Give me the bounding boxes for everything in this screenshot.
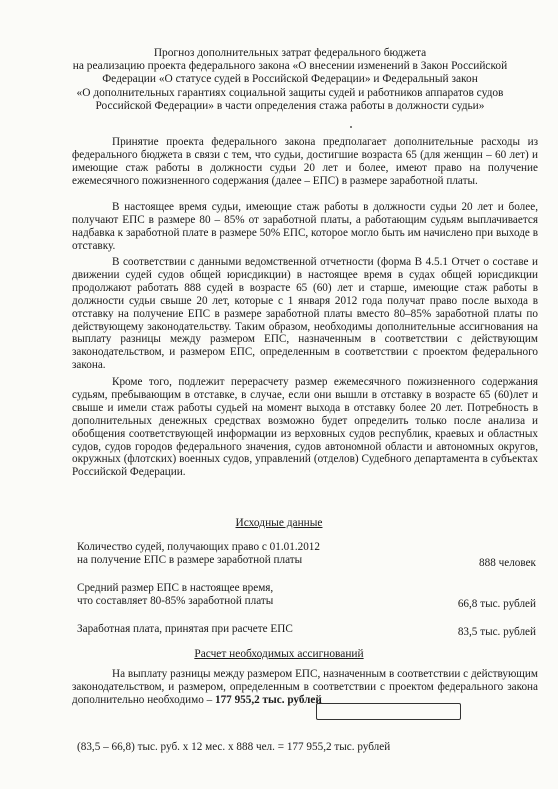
title-line-2: на реализацию проекта федерального закона «О внесении изменений в Закон Российской — [72, 60, 508, 73]
paragraph-3-text: В соответствии с данными ведомственной отчетности (форма В 4.5.1 Отчет о составе и движении судей судов общей юрисдикции) в настоящее время в судах общей юрисдикции продолжают работать 888 судей в возрасте 65 (60) лет и старше, имеющие стаж работы в должности судьи свыше 20 лет, которые с 1 января 2012 года получат право после выхода в отставку на получение ЕПС в размере заработной платы вместо 80–85% заработной платы по действующему законодательству. Таким образом, необходимы дополнительные ассигнования на выплату разницы между размером ЕПС, назначенным в соответствии с действующим законодательством, и размером ЕПС, определенным в соответствии с проектом федерального закона. — [72, 256, 538, 372]
title-line-1: Прогноз дополнительных затрат федерального бюджета — [153, 47, 427, 59]
calculation-text: На выплату разницы между размером ЕПС, назначенным в соответствии с действующим законодательством, и размером, определенным в соответствии с проектом федерального закона дополнительно необходимо — [72, 668, 538, 706]
calculation-formula: (83,5 – 66,8) тыс. руб. х 12 мес. х 888 чел. = 177 955,2 тыс. рублей — [77, 741, 391, 753]
paragraph-1 — [72, 136, 538, 188]
source-row-1-label-b: на получение ЕПС в размере заработной платы — [77, 554, 303, 566]
source-row-2-label-a: Средний размер ЕПС в настоящее время, — [77, 582, 274, 594]
paragraph-3 — [72, 256, 538, 372]
source-row-1-label — [77, 541, 377, 567]
amount-highlight-box — [316, 703, 461, 720]
document-title — [60, 47, 520, 113]
scan-dot — [350, 126, 352, 128]
calculation-amount: 177 955,2 тыс. рублей — [214, 693, 322, 706]
source-row-3-value: 83,5 тыс. рублей — [457, 626, 536, 638]
source-row-2-value: 66,8 тыс. рублей — [457, 598, 536, 610]
calculation-paragraph: На выплату разницы между размером ЕПС, назначенным в соответствии с действующим законодательством, и размером, определенным в соответствии с проектом федерального закона дополнительно необходимо – 177 955,2 тыс. рублей — [72, 668, 538, 706]
source-row-1-value: 888 человек — [479, 557, 536, 569]
source-row-3-label: Заработная плата, принятая при расчете ЕПС — [77, 623, 293, 635]
title-line-5: Российской Федерации» в части определения стажа работы в должности судьи» — [95, 99, 485, 112]
title-line-4: «О дополнительных гарантиях социальной защиты судей и работников аппаратов судов — [76, 86, 504, 99]
paragraph-4 — [72, 376, 538, 479]
paragraph-4-text: Кроме того, подлежит перерасчету размер ежемесячного пожизненного содержания судьям, пребывающим в отставке, в случае, если они вышли в отставку в возрасте 65 (60)лет и свыше и имели стаж работы судьей на момент выхода в отставку более 20 лет. Потребность в дополнительных денежных средствах возможно будет определить только после анализа и обобщения соответствующей информации из верховных судов республик, краевых и областных судов, судов городов федерального значения, судов автономной области и автономных округов, окружных (флотских) военных судов, управлений (отделов) Судебного департамента в субъектах Российской Федерации. — [72, 376, 538, 479]
source-row-1-label-a: Количество судей, получающих право с 01.01.2012 — [77, 541, 320, 553]
calculation-heading: Расчет необходимых ассигнований — [194, 648, 364, 660]
source-row-2-label — [77, 582, 377, 608]
source-row-2-label-b: что составляет 80-85% заработной платы — [77, 595, 274, 607]
paragraph-2-text: В настоящее время судьи, имеющие стаж работы в должности судьи 20 лет и более, получают ЕПС в размере 80 – 85% от заработной платы, а работающим судьям выплачивается надбавка к заработной плате в размере 50% ЕПС, которое могло быть им начислено при выходе в отставку. — [72, 201, 538, 252]
paragraph-1-text: Принятие проекта федерального закона предполагает дополнительные расходы из федерального бюджета в связи с тем, что судьи, достигшие возраста 65 (для женщин – 60 лет) и имеющие стаж работы в должности судьи 20 лет и более, имеют право на получение ежемесячного пожизненного содержания (далее – ЕПС) в размере заработной платы. — [72, 136, 538, 187]
source-data-heading: Исходные данные — [235, 517, 323, 529]
title-line-3: Федерации «О статусе судей в Российской Федерации» и Федеральный закон — [102, 73, 478, 86]
paragraph-2 — [72, 201, 538, 253]
